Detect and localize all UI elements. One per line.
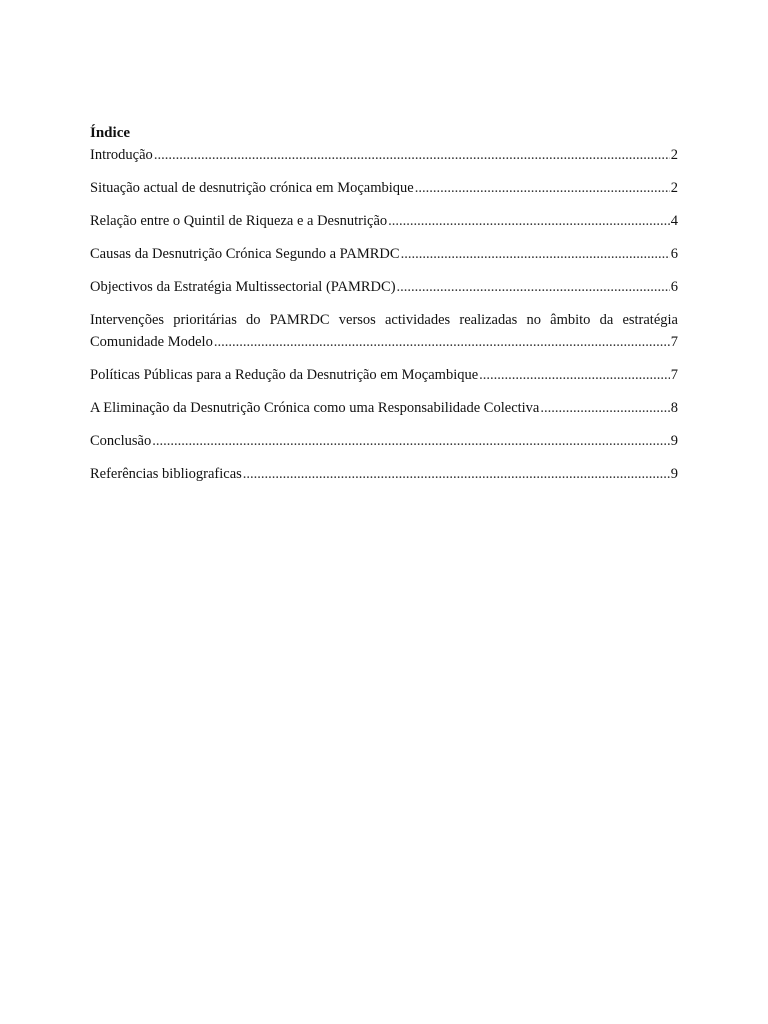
toc-entry-page: 9 bbox=[670, 433, 678, 449]
toc-entry-page: 2 bbox=[670, 147, 678, 163]
toc-entry-text: Relação entre o Quintil de Riqueza e a Desnutrição bbox=[90, 213, 388, 229]
dot-leader bbox=[243, 463, 670, 485]
dot-leader bbox=[397, 276, 670, 298]
table-of-contents bbox=[90, 124, 678, 496]
toc-entry-text: Introdução bbox=[90, 147, 153, 163]
toc-entry-page: 7 bbox=[670, 334, 678, 350]
toc-entry-text: A Eliminação da Desnutrição Crónica como uma Responsabilidade Colectiva bbox=[90, 400, 540, 416]
toc-entry-page: 6 bbox=[670, 279, 678, 295]
toc-entry[interactable] bbox=[90, 364, 678, 386]
toc-entry-page: 4 bbox=[670, 213, 678, 229]
toc-entry-text: Situação actual de desnutrição crónica em Moçambique bbox=[90, 180, 414, 196]
toc-entry[interactable] bbox=[90, 309, 678, 353]
toc-entry-text-line2: Comunidade Modelo bbox=[90, 334, 213, 350]
toc-entry-text: Políticas Públicas para a Redução da Desnutrição em Moçambique bbox=[90, 367, 479, 383]
toc-entry-page: 2 bbox=[670, 180, 678, 196]
dot-leader bbox=[479, 364, 670, 386]
dot-leader bbox=[214, 331, 670, 353]
toc-entry-page: 9 bbox=[670, 466, 678, 482]
toc-entry-page: 8 bbox=[670, 400, 678, 416]
toc-entry[interactable] bbox=[90, 430, 678, 452]
dot-leader bbox=[401, 243, 670, 265]
dot-leader bbox=[152, 430, 670, 452]
toc-title: Índice bbox=[90, 125, 131, 141]
dot-leader bbox=[540, 397, 669, 419]
toc-entry[interactable] bbox=[90, 243, 678, 265]
toc-entry-text: Causas da Desnutrição Crónica Segundo a PAMRDC bbox=[90, 246, 400, 262]
toc-entry[interactable] bbox=[90, 397, 678, 419]
toc-entry-text: Referências bibliograficas bbox=[90, 466, 242, 482]
toc-entry[interactable] bbox=[90, 144, 678, 166]
dot-leader bbox=[154, 144, 670, 166]
toc-entry-page: 6 bbox=[670, 246, 678, 262]
dot-leader bbox=[415, 177, 670, 199]
toc-entry[interactable] bbox=[90, 210, 678, 232]
toc-entry-text: Conclusão bbox=[90, 433, 152, 449]
toc-entry[interactable] bbox=[90, 276, 678, 298]
toc-entry-text: Objectivos da Estratégia Multissectorial (PAMRDC) bbox=[90, 279, 396, 295]
toc-entry-page: 7 bbox=[670, 367, 678, 383]
toc-entry[interactable] bbox=[90, 177, 678, 199]
toc-entry[interactable] bbox=[90, 463, 678, 485]
dot-leader bbox=[388, 210, 670, 232]
toc-entry-text-line1: Intervenções prioritárias do PAMRDC versos actividades realizadas no âmbito da estratégia bbox=[90, 312, 678, 328]
